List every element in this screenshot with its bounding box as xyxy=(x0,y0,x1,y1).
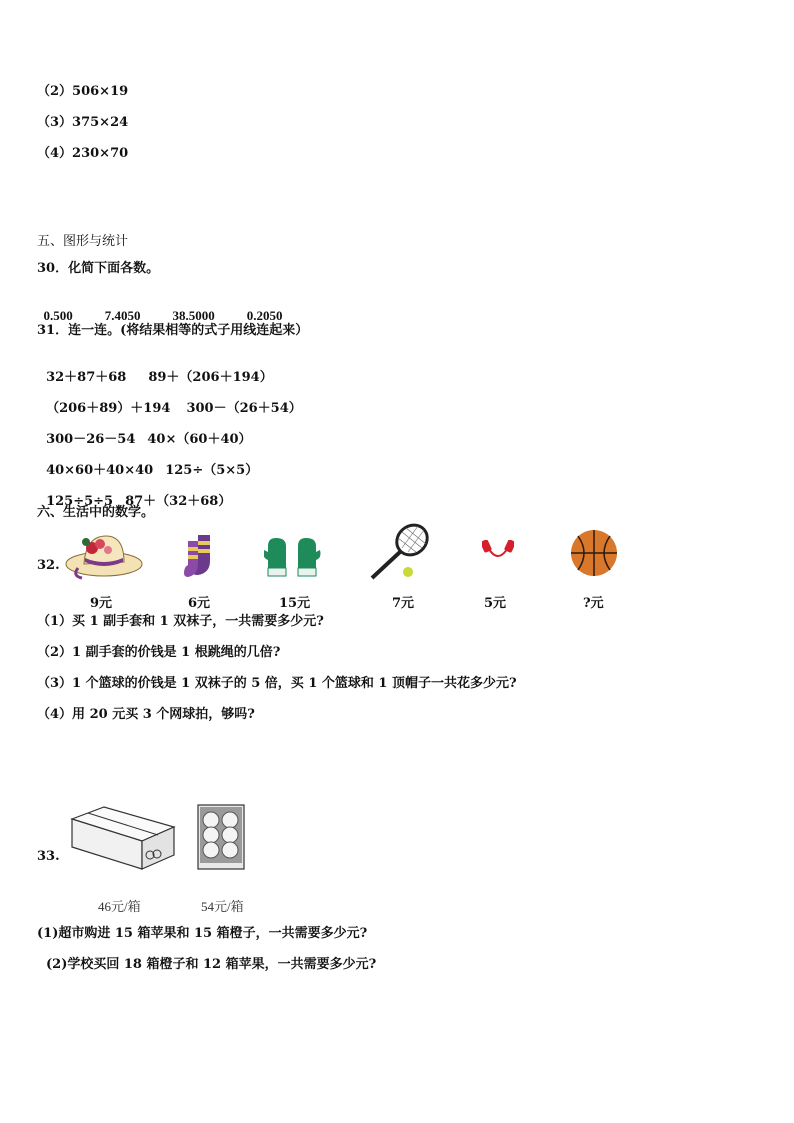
basketball-icon xyxy=(570,529,618,577)
question-31-text: 31．连一连。(将结果相等的式子用线连起来） xyxy=(37,323,309,338)
price-apple-box: 46元/箱 xyxy=(98,899,141,914)
calc-item-4: （4）230×70 xyxy=(37,146,129,161)
match-left[interactable]: 32＋87＋68 xyxy=(46,370,127,385)
match-right[interactable]: 300－（26＋54） xyxy=(186,401,302,416)
question-32-1: （1）买 1 副手套和 1 双袜子，一共需要多少元? xyxy=(37,614,324,629)
question-32-4: （4）用 20 元买 3 个网球拍，够吗? xyxy=(37,707,255,722)
price-socks: 6元 xyxy=(188,596,211,611)
match-left[interactable]: 300－26－54 xyxy=(46,432,136,447)
jump-rope-icon xyxy=(482,540,514,568)
price-mittens: 15元 xyxy=(279,596,311,611)
match-left[interactable]: （206＋89）＋194 xyxy=(46,401,171,416)
number-item: 0.2050 xyxy=(246,308,283,323)
question-33-label: 33. xyxy=(37,849,60,864)
question-33-2: (2)学校买回 18 箱橙子和 12 箱苹果，一共需要多少元? xyxy=(46,957,377,972)
match-row xyxy=(37,385,302,417)
hat-icon xyxy=(64,528,144,580)
question-30-text: 30．化简下面各数。 xyxy=(37,261,160,276)
number-item: 38.5000 xyxy=(172,308,215,323)
price-racket: 7元 xyxy=(392,596,415,611)
price-hat: 9元 xyxy=(90,596,113,611)
number-item: 0.500 xyxy=(43,308,73,323)
price-orange-box: 54元/箱 xyxy=(201,899,244,914)
apple-box-icon xyxy=(68,805,176,871)
number-item: 7.4050 xyxy=(104,308,141,323)
socks-icon xyxy=(184,533,216,579)
price-jump-rope: 5元 xyxy=(484,596,507,611)
tennis-racket-icon xyxy=(368,522,434,582)
price-basketball: ?元 xyxy=(583,596,604,611)
mittens-icon xyxy=(264,538,322,578)
match-right[interactable]: 125÷（5×5） xyxy=(165,463,259,478)
match-left[interactable]: 125÷5÷5 xyxy=(46,494,114,509)
match-row xyxy=(37,447,258,479)
match-right[interactable]: 40×（60＋40） xyxy=(147,432,252,447)
match-row xyxy=(37,354,273,386)
question-30-numbers xyxy=(37,292,283,324)
question-32-2: （2）1 副手套的价钱是 1 根跳绳的几倍? xyxy=(37,645,281,660)
section-6-title: 六、生活中的数学。 xyxy=(37,505,155,520)
calc-item-3: （3）375×24 xyxy=(37,115,129,130)
question-32-label: 32. xyxy=(37,558,60,573)
match-right[interactable]: 87＋（32＋68） xyxy=(125,494,232,509)
orange-box-icon xyxy=(196,803,246,871)
match-left[interactable]: 40×60＋40×40 xyxy=(46,463,154,478)
match-row xyxy=(37,416,252,448)
question-33-1: (1)超市购进 15 箱苹果和 15 箱橙子，一共需要多少元? xyxy=(37,926,368,941)
match-right[interactable]: 89＋（206＋194） xyxy=(148,370,273,385)
question-32-3: （3）1 个篮球的价钱是 1 双袜子的 5 倍，买 1 个篮球和 1 顶帽子一共花多少元? xyxy=(37,676,517,691)
calc-item-2: （2）506×19 xyxy=(37,84,129,99)
section-5-title: 五、图形与统计 xyxy=(37,234,129,249)
